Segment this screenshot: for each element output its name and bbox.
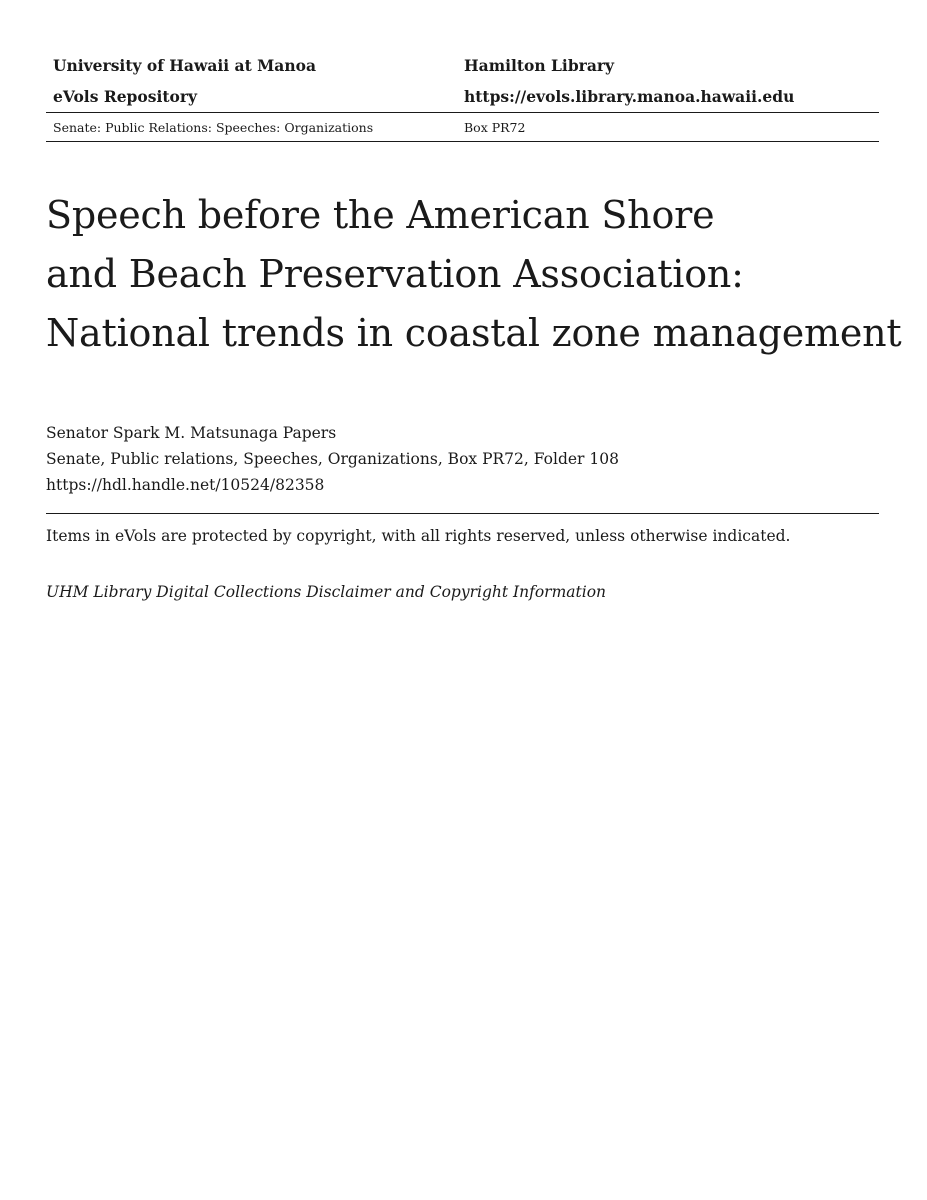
title-line-3: National trends in coastal zone management — [46, 311, 902, 355]
document-header — [46, 50, 879, 142]
header-row-1 — [46, 50, 879, 81]
box-label: Box PR72 — [464, 119, 526, 135]
document-metadata — [46, 420, 619, 498]
repository-url-link[interactable]: https://evols.library.manoa.hawaii.edu — [464, 87, 795, 106]
repository-name: eVols Repository — [53, 87, 198, 106]
document-title — [46, 186, 906, 363]
collection-path: Senate: Public Relations: Speeches: Organizations — [53, 119, 374, 135]
institution-name: University of Hawaii at Manoa — [53, 56, 316, 75]
disclaimer-link[interactable]: UHM Library Digital Collections Disclaimer and Copyright Information — [46, 583, 607, 601]
library-name: Hamilton Library — [464, 56, 615, 75]
folder-location: Senate, Public relations, Speeches, Organizations, Box PR72, Folder 108 — [46, 450, 619, 468]
handle-link[interactable]: https://hdl.handle.net/10524/82358 — [46, 476, 325, 494]
collection-name: Senator Spark M. Matsunaga Papers — [46, 424, 337, 442]
header-row-3 — [46, 113, 879, 141]
header-rule-bottom — [46, 141, 879, 142]
header-row-2 — [46, 81, 879, 112]
section-divider — [46, 513, 879, 514]
rights-statement: Items in eVols are protected by copyright, with all rights reserved, unless otherwise indicated. — [46, 527, 791, 545]
title-line-2: and Beach Preservation Association: — [46, 252, 744, 296]
title-line-1: Speech before the American Shore — [46, 193, 715, 237]
